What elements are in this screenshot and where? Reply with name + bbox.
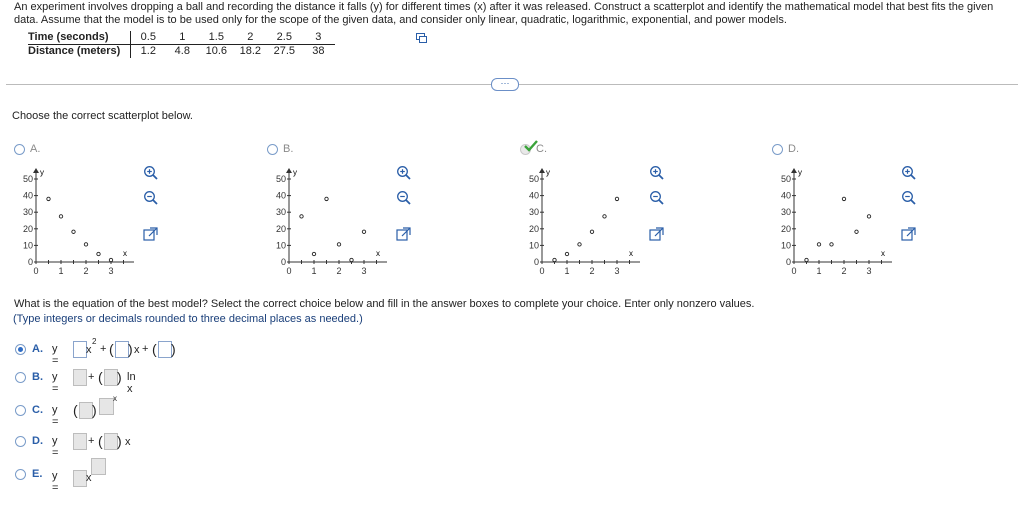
distance-cell: 10.6	[205, 45, 228, 57]
data-table	[28, 31, 335, 58]
distance-cell: 38	[312, 45, 325, 57]
answer-e-x: x	[86, 472, 92, 484]
answer-a-x: x	[134, 344, 140, 356]
answer-a-letter: A.	[32, 343, 43, 355]
data-point	[805, 258, 808, 261]
coefficient-c-input[interactable]	[158, 341, 172, 358]
x-tick-label: 0	[286, 266, 292, 276]
answer-a-plus1: +	[100, 343, 107, 355]
data-point	[300, 215, 303, 218]
answer-a-y: y =	[52, 343, 59, 367]
data-point	[312, 252, 315, 255]
x-tick-label: 0	[33, 266, 39, 276]
distance-row-label: Distance (meters)	[28, 45, 131, 59]
x-tick-label: 3	[108, 266, 114, 276]
y-axis-arrow	[539, 168, 545, 173]
distance-cell: 18.2	[239, 45, 262, 57]
data-point	[867, 215, 870, 218]
data-point	[337, 243, 340, 246]
answer-b-plus: +	[88, 371, 95, 383]
data-point	[842, 197, 845, 200]
data-point	[72, 230, 75, 233]
x-axis-label: x	[123, 249, 127, 258]
answer-b-letter: B.	[32, 371, 43, 383]
scatter-option-letter: D.	[788, 143, 799, 155]
y-axis-label: y	[40, 168, 44, 177]
zoom-in-icon[interactable]	[396, 165, 411, 180]
y-tick-label: 0	[785, 257, 791, 267]
answer-c-paren: )	[92, 402, 97, 418]
y-axis-arrow	[33, 168, 39, 173]
distance-cell: 1.2	[140, 45, 156, 57]
y-axis-arrow	[791, 168, 797, 173]
scatter-option-radio[interactable]	[772, 144, 783, 155]
y-tick-label: 50	[22, 174, 33, 184]
data-point	[553, 258, 556, 261]
answer-e-radio[interactable]	[15, 469, 26, 480]
answer-d-x: x	[125, 436, 131, 448]
scatterplot-chart	[762, 162, 892, 282]
open-in-new-icon[interactable]	[143, 227, 158, 242]
distance-row	[28, 45, 335, 59]
x-tick-label: 3	[361, 266, 367, 276]
data-point	[109, 258, 112, 261]
answer-c-y: y =	[52, 404, 59, 428]
rounding-hint: (Type integers or decimals rounded to three decimal places as needed.)	[13, 313, 363, 325]
y-tick-label: 30	[528, 207, 539, 218]
answer-c-radio[interactable]	[15, 405, 26, 416]
y-tick-label: 20	[528, 223, 539, 234]
data-point	[590, 230, 593, 233]
scatter-option-letter: B.	[283, 143, 294, 155]
answer-c-paren: (	[73, 402, 78, 418]
answer-a-plus2: +	[142, 343, 149, 355]
answer-c-input-1[interactable]	[79, 402, 93, 419]
y-tick-label: 40	[780, 190, 791, 201]
y-tick-label: 0	[280, 257, 286, 267]
y-tick-label: 30	[780, 207, 791, 218]
x-tick-label: 1	[58, 266, 64, 276]
zoom-out-icon[interactable]	[901, 190, 916, 205]
model-question: What is the equation of the best model? Select the correct choice below and fill in the answer boxes to complete your choice. Enter only nonzero values.	[14, 298, 755, 310]
data-point	[84, 243, 87, 246]
zoom-out-icon[interactable]	[649, 190, 664, 205]
answer-b-y: y =	[52, 371, 59, 395]
y-tick-label: 50	[275, 174, 286, 184]
y-tick-label: 20	[780, 223, 791, 234]
data-point	[830, 243, 833, 246]
data-point	[615, 197, 618, 200]
copy-data-icon[interactable]	[416, 33, 427, 43]
x-tick-label: 2	[589, 266, 595, 276]
answer-b-paren: )	[117, 369, 122, 385]
x-tick-label: 3	[614, 266, 620, 276]
time-cell: 0.5	[131, 31, 166, 45]
answer-c-exponent: x	[113, 394, 117, 403]
expand-more-button[interactable]: ···	[491, 78, 519, 91]
y-tick-label: 30	[22, 207, 33, 218]
answer-b-radio[interactable]	[15, 372, 26, 383]
answer-a-x2: x	[86, 344, 92, 356]
y-tick-label: 0	[27, 257, 33, 267]
scatter-option-radio[interactable]	[267, 144, 278, 155]
data-point	[578, 243, 581, 246]
answer-a-paren: (	[152, 341, 157, 357]
data-point	[350, 258, 353, 261]
x-axis-label: x	[881, 249, 885, 258]
y-tick-label: 40	[275, 190, 286, 201]
x-tick-label: 0	[791, 266, 797, 276]
problem-statement: An experiment involves dropping a ball and recording the distance it falls (y) for different times (x) after it was released. Construct a scatterplot and identify the mathematical model that best fits the given data. Assume that the model is to be used only for the scope of the given data, and consider only linear, quadratic, logarithmic, exponential, and power models.	[14, 1, 994, 26]
x-tick-label: 3	[866, 266, 872, 276]
answer-d-letter: D.	[32, 435, 43, 447]
scatterplot-chart	[510, 162, 640, 282]
time-row-label: Time (seconds)	[28, 31, 131, 45]
y-tick-label: 30	[275, 207, 286, 218]
time-cell: 2	[233, 31, 267, 45]
open-in-new-icon[interactable]	[901, 227, 916, 242]
distance-cell: 27.5	[273, 45, 296, 57]
distance-cell: 4.8	[174, 45, 190, 57]
time-cell: 1.5	[199, 31, 233, 45]
data-point	[565, 252, 568, 255]
data-point	[97, 252, 100, 255]
zoom-out-icon[interactable]	[143, 190, 158, 205]
answer-d-paren: )	[117, 433, 122, 449]
x-axis-label: x	[376, 249, 380, 258]
x-tick-label: 2	[841, 266, 847, 276]
zoom-in-icon[interactable]	[143, 165, 158, 180]
y-axis-label: y	[546, 168, 550, 177]
answer-a-paren: )	[171, 341, 176, 357]
data-point	[362, 230, 365, 233]
scatter-option-letter: C.	[536, 143, 547, 155]
y-tick-label: 50	[528, 174, 539, 184]
x-tick-label: 1	[311, 266, 317, 276]
y-tick-label: 20	[275, 223, 286, 234]
data-point	[855, 230, 858, 233]
coefficient-a-input[interactable]	[73, 341, 87, 358]
y-axis-arrow	[286, 168, 292, 173]
scatterplot-instruction: Choose the correct scatterplot below.	[12, 110, 193, 122]
y-axis-label: y	[293, 168, 297, 177]
x-tick-label: 0	[539, 266, 545, 276]
answer-d-input-1[interactable]	[73, 433, 87, 450]
scatter-option-letter: A.	[30, 143, 41, 155]
answer-a-paren: )	[128, 341, 133, 357]
open-in-new-icon[interactable]	[649, 227, 664, 242]
data-point	[817, 243, 820, 246]
data-point	[603, 215, 606, 218]
answer-a-paren: (	[109, 341, 114, 357]
x-axis-label: x	[629, 249, 633, 258]
x-tick-label: 1	[816, 266, 822, 276]
y-tick-label: 40	[528, 190, 539, 201]
coefficient-b-input[interactable]	[115, 341, 129, 358]
answer-e-input-2[interactable]	[91, 458, 106, 475]
y-tick-label: 10	[780, 240, 791, 251]
open-in-new-icon[interactable]	[396, 227, 411, 242]
scatterplot-chart	[257, 162, 387, 282]
y-tick-label: 10	[275, 240, 286, 251]
answer-b-paren: (	[98, 369, 103, 385]
scatterplot-chart	[4, 162, 134, 282]
y-tick-label: 40	[22, 190, 33, 201]
time-cell: 3	[301, 31, 335, 45]
y-tick-label: 10	[528, 240, 539, 251]
answer-d-paren: (	[98, 433, 103, 449]
answer-b-ln: ln x	[127, 371, 136, 395]
scatter-option-radio[interactable]	[14, 144, 25, 155]
time-row	[28, 31, 335, 45]
answer-d-plus: +	[88, 435, 95, 447]
zoom-in-icon[interactable]	[901, 165, 916, 180]
answer-e-input-1[interactable]	[73, 470, 87, 487]
zoom-in-icon[interactable]	[649, 165, 664, 180]
y-axis-label: y	[798, 168, 802, 177]
answer-b-input-2[interactable]	[104, 369, 118, 386]
answer-c-input-2[interactable]	[99, 398, 114, 415]
answer-c-letter: C.	[32, 404, 43, 416]
answer-e-letter: E.	[32, 468, 43, 480]
answer-e-y: y =	[52, 470, 59, 494]
x-tick-label: 2	[83, 266, 89, 276]
x-tick-label: 2	[336, 266, 342, 276]
data-point	[325, 197, 328, 200]
y-tick-label: 0	[533, 257, 539, 267]
y-tick-label: 10	[22, 240, 33, 251]
answer-a-exponent: 2	[92, 337, 97, 346]
y-tick-label: 20	[22, 223, 33, 234]
zoom-out-icon[interactable]	[396, 190, 411, 205]
answer-a-radio[interactable]	[15, 344, 26, 355]
time-cell: 2.5	[267, 31, 301, 45]
answer-d-input-2[interactable]	[104, 433, 118, 450]
answer-b-input-1[interactable]	[73, 369, 87, 386]
answer-d-y: y =	[52, 435, 59, 459]
answer-d-radio[interactable]	[15, 436, 26, 447]
y-tick-label: 50	[780, 174, 791, 184]
x-tick-label: 1	[564, 266, 570, 276]
data-point	[59, 215, 62, 218]
data-point	[47, 197, 50, 200]
time-cell: 1	[165, 31, 199, 45]
